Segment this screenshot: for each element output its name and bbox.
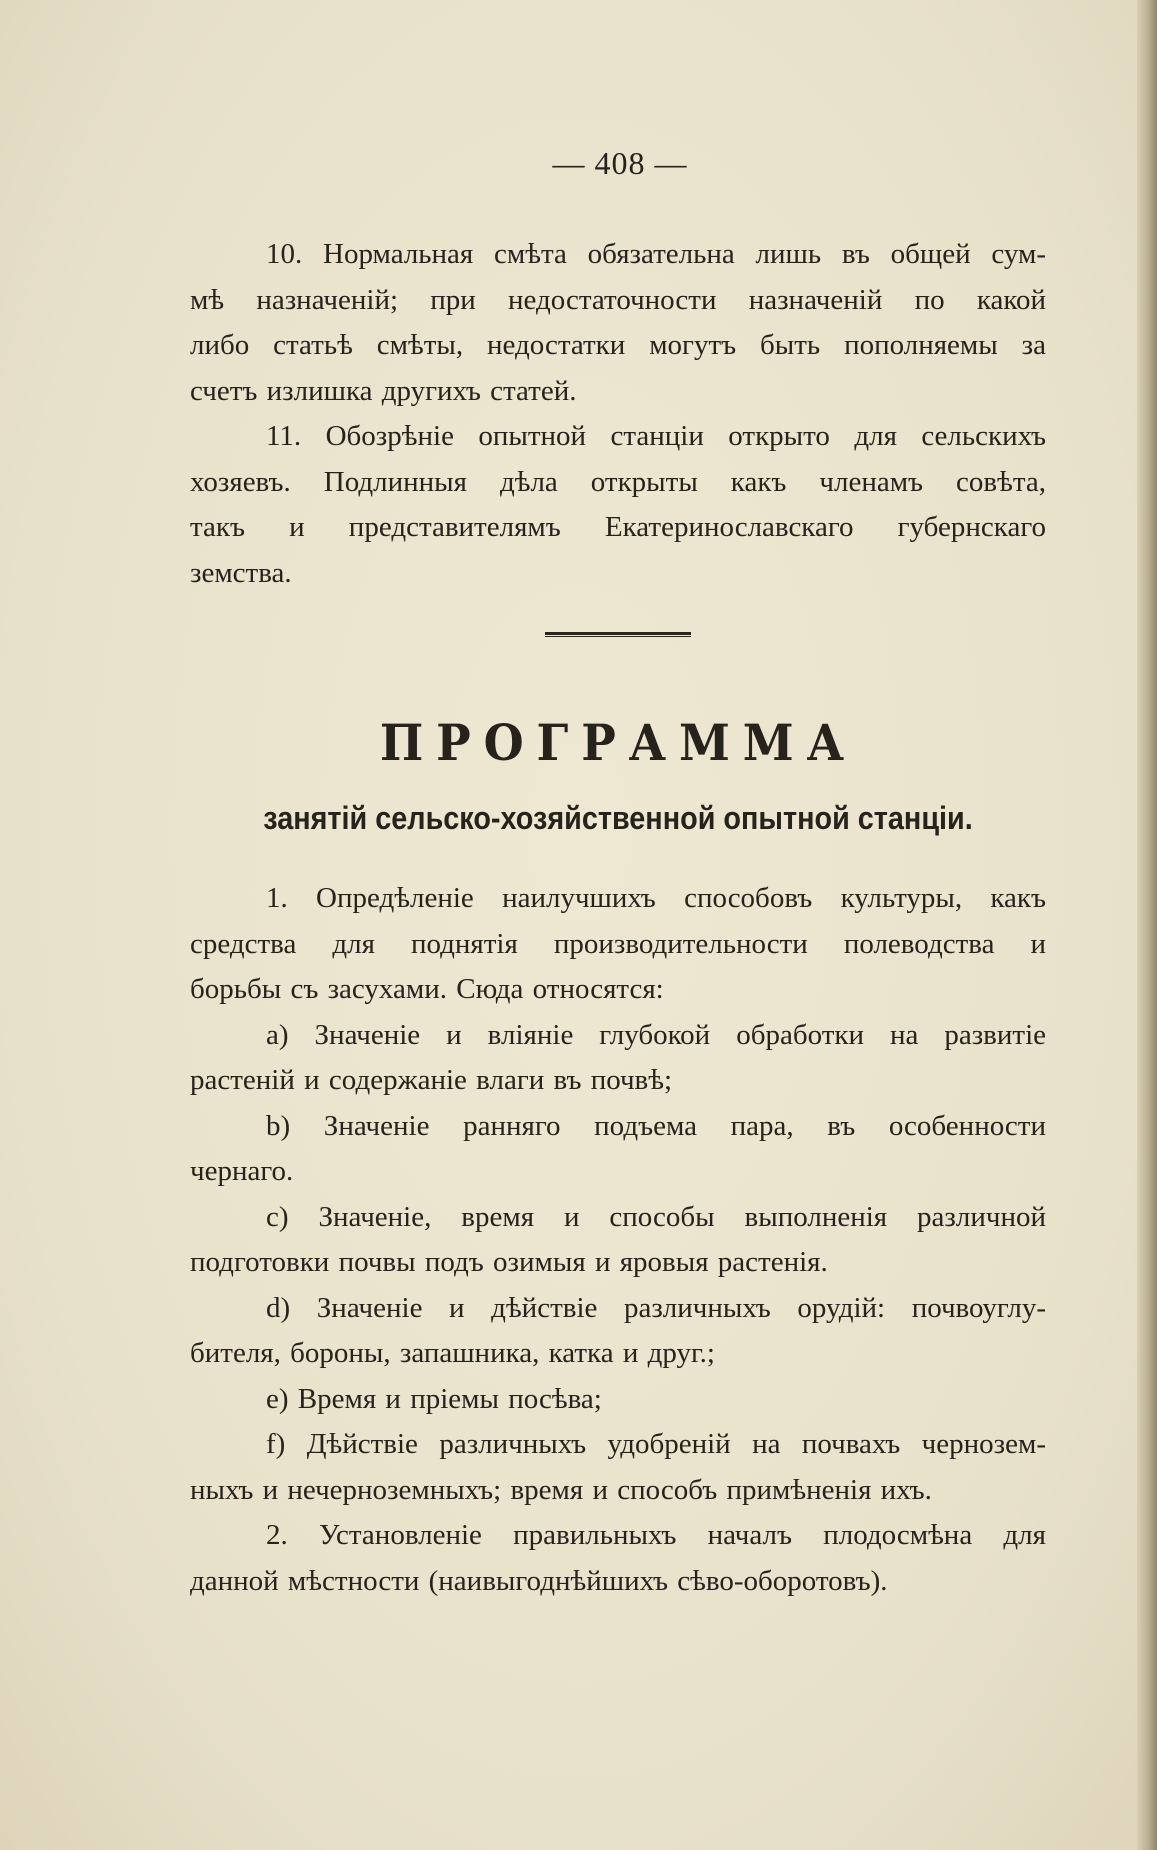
text-line: b) Значеніе ранняго подъема пара, въ особенности bbox=[266, 1109, 1046, 1142]
program-subtitle: занятій сельско-хозяйственной опытной станціи. bbox=[263, 800, 973, 836]
text-line: e) Время и пріемы посѣва; bbox=[266, 1382, 602, 1415]
text-line: c) Значеніе, время и способы выполненія различной bbox=[266, 1200, 1046, 1233]
text-line: 2. Установленіе правильныхъ началъ плодосмѣна для bbox=[266, 1519, 1046, 1551]
text-line: ныхъ и нечерноземныхъ; время и способъ примѣненія ихъ. bbox=[190, 1473, 932, 1506]
text-line: такъ и представителямъ Екатеринославскаго губернскаго bbox=[190, 511, 1046, 543]
page-edge bbox=[1137, 0, 1157, 1850]
section-divider bbox=[545, 632, 691, 637]
text-line: земства. bbox=[190, 556, 292, 589]
text-line: чернаго. bbox=[190, 1155, 294, 1187]
text-line: 1. Опредѣленіе наилучшихъ способовъ культуры, какъ bbox=[266, 882, 1046, 914]
text-line: d) Значеніе и дѣйствіе различныхъ орудій: почвоуглу- bbox=[266, 1291, 1046, 1324]
text-line: бителя, бороны, запашника, катка и друг.; bbox=[190, 1337, 715, 1369]
text-line: средства для поднятія производительности полеводства и bbox=[190, 927, 1046, 960]
program-section bbox=[190, 876, 1046, 1604]
text-line: a) Значеніе и вліяніе глубокой обработки на развитіе bbox=[266, 1018, 1046, 1051]
text-line: f) Дѣйствіе различныхъ удобреній на почвахъ чернозем- bbox=[266, 1428, 1046, 1460]
text-line: мѣ назначеній; при недостаточности назначеній по какой bbox=[190, 283, 1046, 316]
text-line: подготовки почвы подъ озимыя и яровыя растенія. bbox=[190, 1246, 828, 1278]
program-title: ПРОГРАММА bbox=[379, 713, 857, 772]
text-line: борьбы съ засухами. Сюда относятся: bbox=[190, 973, 664, 1005]
page-number: — 408 — bbox=[552, 145, 688, 181]
text-line: данной мѣстности (наивыгоднѣйшихъ сѣво-оборотовъ). bbox=[190, 1564, 888, 1597]
text-line: растеній и содержаніе влаги въ почвѣ; bbox=[190, 1064, 673, 1096]
text-line: счетъ излишка другихъ статей. bbox=[190, 374, 577, 407]
text-line: либо статьѣ смѣты, недостатки могутъ быть пополняемы за bbox=[190, 329, 1046, 361]
top-section bbox=[190, 232, 1046, 596]
text-line: хозяевъ. Подлинныя дѣла открыты какъ членамъ совѣта, bbox=[190, 465, 1046, 498]
text-line: 10. Нормальная смѣта обязательна лишь въ общей сум- bbox=[266, 238, 1046, 270]
text-line: 11. Обозрѣніе опытной станціи открыто для сельскихъ bbox=[266, 420, 1046, 452]
